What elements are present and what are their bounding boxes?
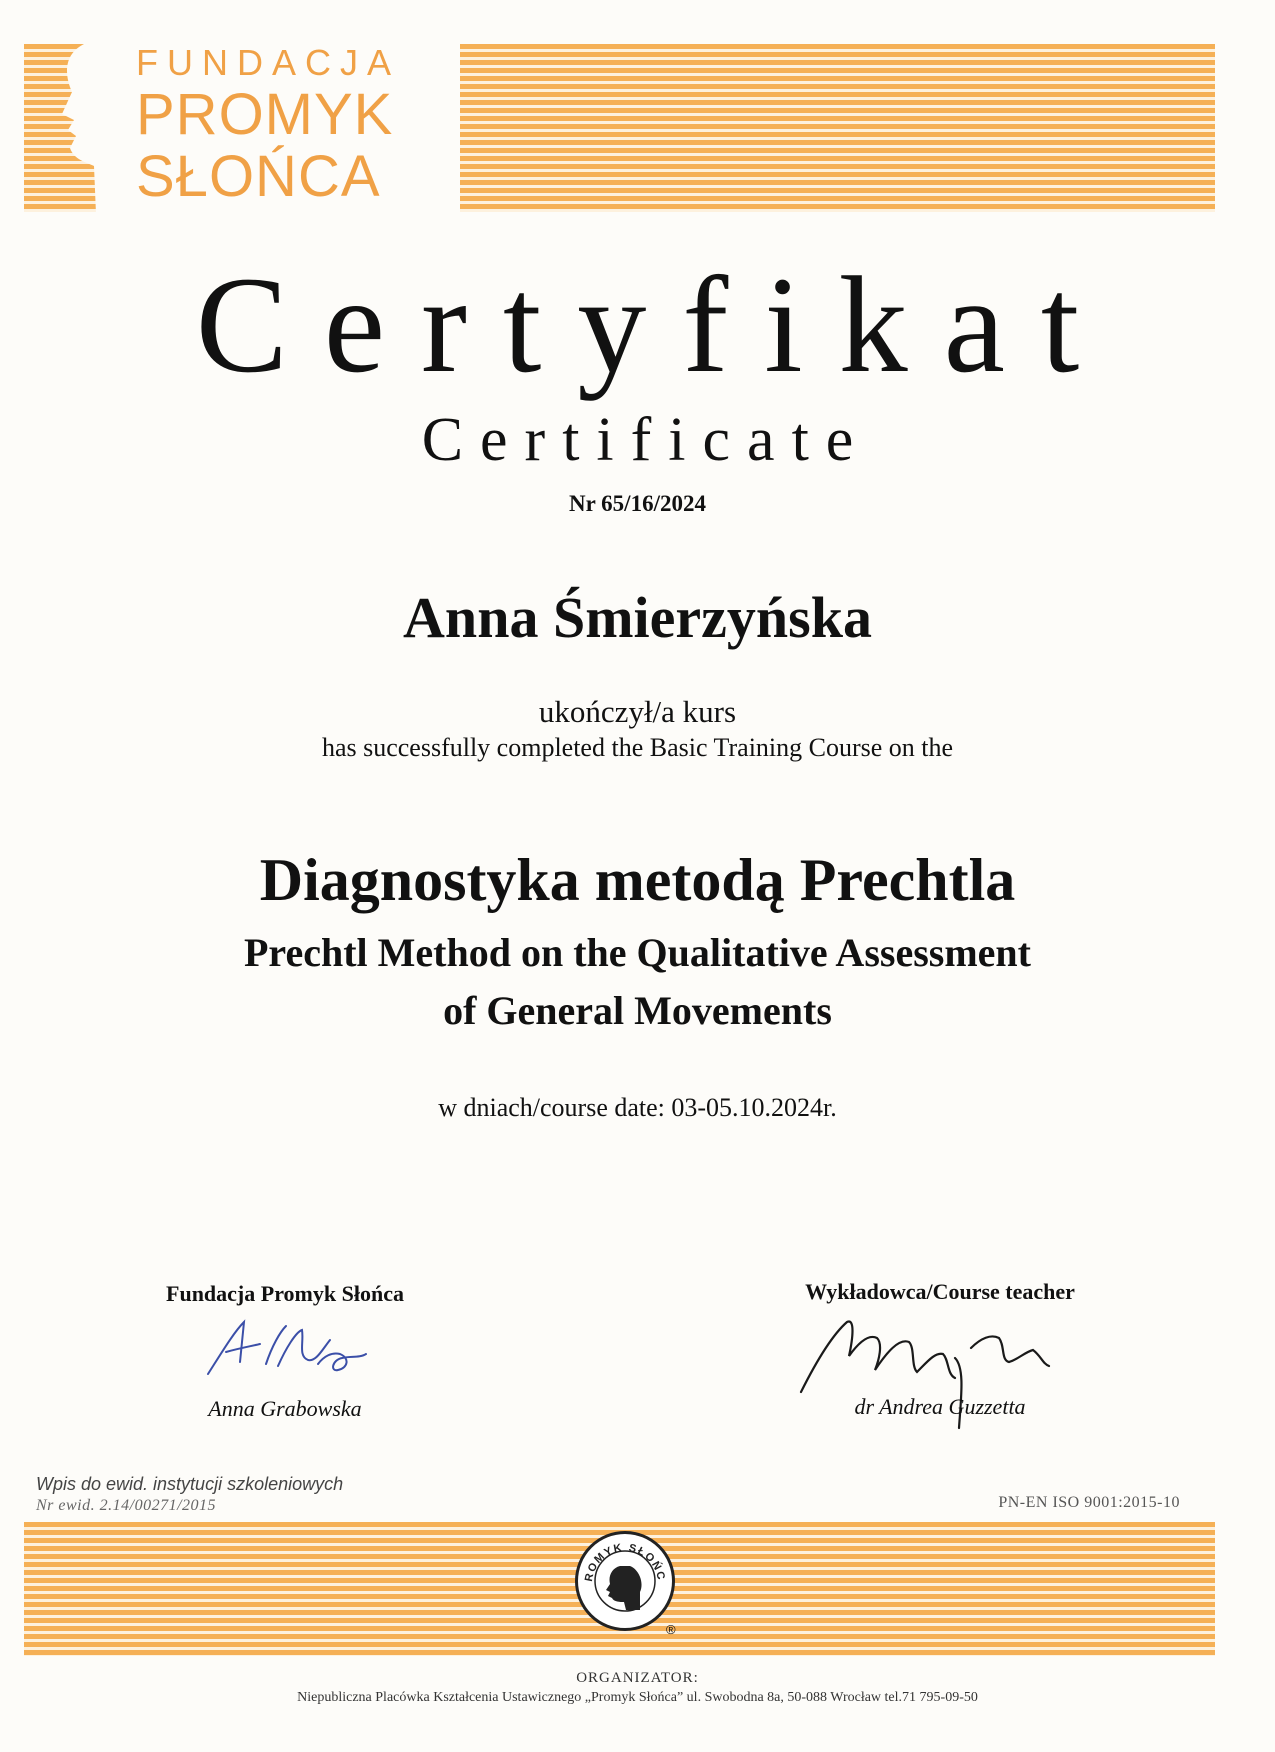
iso-standard-label: PN-EN ISO 9001:2015-10 [998, 1494, 1180, 1511]
course-title-polish: Diagnostyka metodą Prechtla [259, 847, 1016, 913]
course-title-english-line2: of General Movements [443, 988, 832, 1033]
foundation-seal [575, 1531, 676, 1637]
training-registry-number: Nr ewid. 2.14/00271/2015 [36, 1497, 217, 1514]
seal-graphic [578, 1534, 672, 1628]
left-signatory-name: Anna Grabowska [208, 1396, 362, 1421]
right-signatory-name: dr Andrea Guzzetta [854, 1394, 1026, 1419]
logo-line-fundacja: FUNDACJA [136, 42, 401, 83]
foundation-logo [136, 42, 426, 208]
recipient-name: Anna Śmierzyńska [403, 585, 872, 650]
organizer-address: Niepubliczna Placówka Kształcenia Ustawicznego „Promyk Słońca” ul. Swobodna 8a, 50-088 Wrocław tel.71 795-09-50 [297, 1690, 978, 1705]
training-registry-label: Wpis do ewid. instytucji szkoleniowych [36, 1474, 344, 1494]
logo-line-promyk: PROMYK [136, 82, 394, 147]
course-title-english-line1: Prechtl Method on the Qualitative Assessment [244, 930, 1031, 975]
seal-head-icon [606, 1566, 642, 1610]
course-date: w dniach/course date: 03-05.10.2024r. [438, 1093, 837, 1122]
left-signature-heading: Fundacja Promyk Słońca [166, 1281, 404, 1306]
organizer-label: ORGANIZATOR: [576, 1670, 699, 1686]
completion-text-english: has successfully completed the Basic Training Course on the [321, 733, 954, 762]
left-signature-scribble [200, 1312, 380, 1382]
certificate-number: Nr 65/16/2024 [569, 491, 706, 516]
right-signature-heading: Wykładowca/Course teacher [805, 1279, 1075, 1304]
certificate-title-english: Certificate [421, 406, 871, 474]
completion-text-polish: ukończył/a kurs [538, 694, 737, 729]
seal-text: ROMYK SŁOŃC [582, 1541, 668, 1583]
certificate-title-polish: Certyfikat [195, 248, 1116, 401]
logo-line-slonca: SŁOŃCA [136, 144, 381, 209]
profile-head-icon [24, 44, 124, 214]
header-stripes-right [460, 44, 1215, 212]
registered-mark: ® [666, 1622, 676, 1637]
